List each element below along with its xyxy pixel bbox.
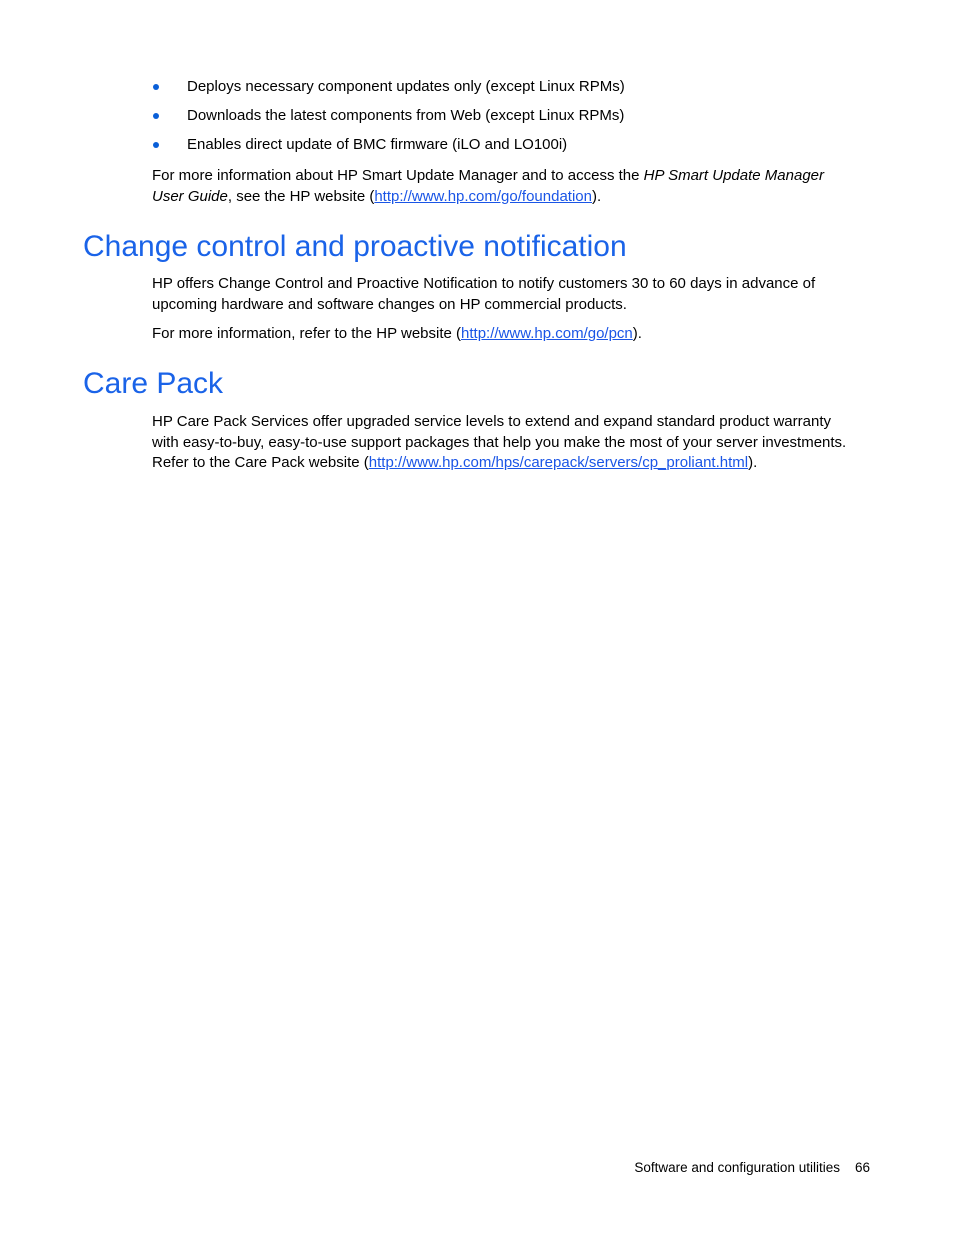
paragraph-text: ). bbox=[632, 325, 642, 342]
care-pack-paragraph bbox=[152, 412, 852, 474]
page-footer bbox=[634, 1158, 870, 1178]
bullet-icon bbox=[153, 142, 159, 148]
paragraph-text: HP Care Pack Services offer upgraded service levels to extend and expand standard product warranty with easy-to-buy, easy-to-use support packages that help you make the most of your server investments. Refer to the Care Pack website ( bbox=[152, 413, 847, 471]
care-pack-heading: Care Pack bbox=[83, 367, 224, 400]
paragraph-text: For more information about HP Smart Update Manager and to access the bbox=[152, 167, 644, 184]
care-pack-link[interactable]: http://www.hp.com/hps/carepack/servers/cp_proliant.html bbox=[368, 454, 749, 471]
change-control-heading: Change control and proactive notification bbox=[83, 230, 627, 263]
bullet-text: Deploys necessary component updates only (except Linux RPMs) bbox=[187, 78, 625, 95]
change-control-paragraph: HP offers Change Control and Proactive Notification to notify customers 30 to 60 days in advance of upcoming hardware and software changes on HP commercial products. bbox=[152, 275, 816, 313]
paragraph-text: For more information, refer to the HP website ( bbox=[152, 325, 462, 342]
list-item bbox=[152, 135, 852, 155]
bullet-icon bbox=[153, 84, 159, 90]
paragraph-text: ). bbox=[591, 187, 602, 205]
bullet-text: Enables direct update of BMC firmware (iLO and LO100i) bbox=[187, 136, 568, 153]
page-number: 66 bbox=[854, 1160, 870, 1175]
guide-title: HP Smart Update Manager User Guide bbox=[152, 167, 824, 205]
change-control-info-paragraph bbox=[152, 324, 852, 345]
bullet-text: Downloads the latest components from Web (except Linux RPMs) bbox=[187, 107, 625, 124]
list-item bbox=[152, 77, 852, 97]
pcn-link[interactable]: http://www.hp.com/go/pcn bbox=[461, 325, 633, 342]
feature-bullet-list bbox=[152, 77, 852, 164]
paragraph-text: , see the HP website ( bbox=[227, 187, 375, 205]
foundation-link[interactable]: http://www.hp.com/go/foundation bbox=[374, 187, 592, 205]
footer-section-title: Software and configuration utilities bbox=[634, 1160, 840, 1175]
paragraph-text: ). bbox=[748, 454, 758, 471]
list-item bbox=[152, 106, 852, 126]
bullet-icon bbox=[153, 113, 159, 119]
smart-update-info-paragraph bbox=[152, 166, 852, 207]
